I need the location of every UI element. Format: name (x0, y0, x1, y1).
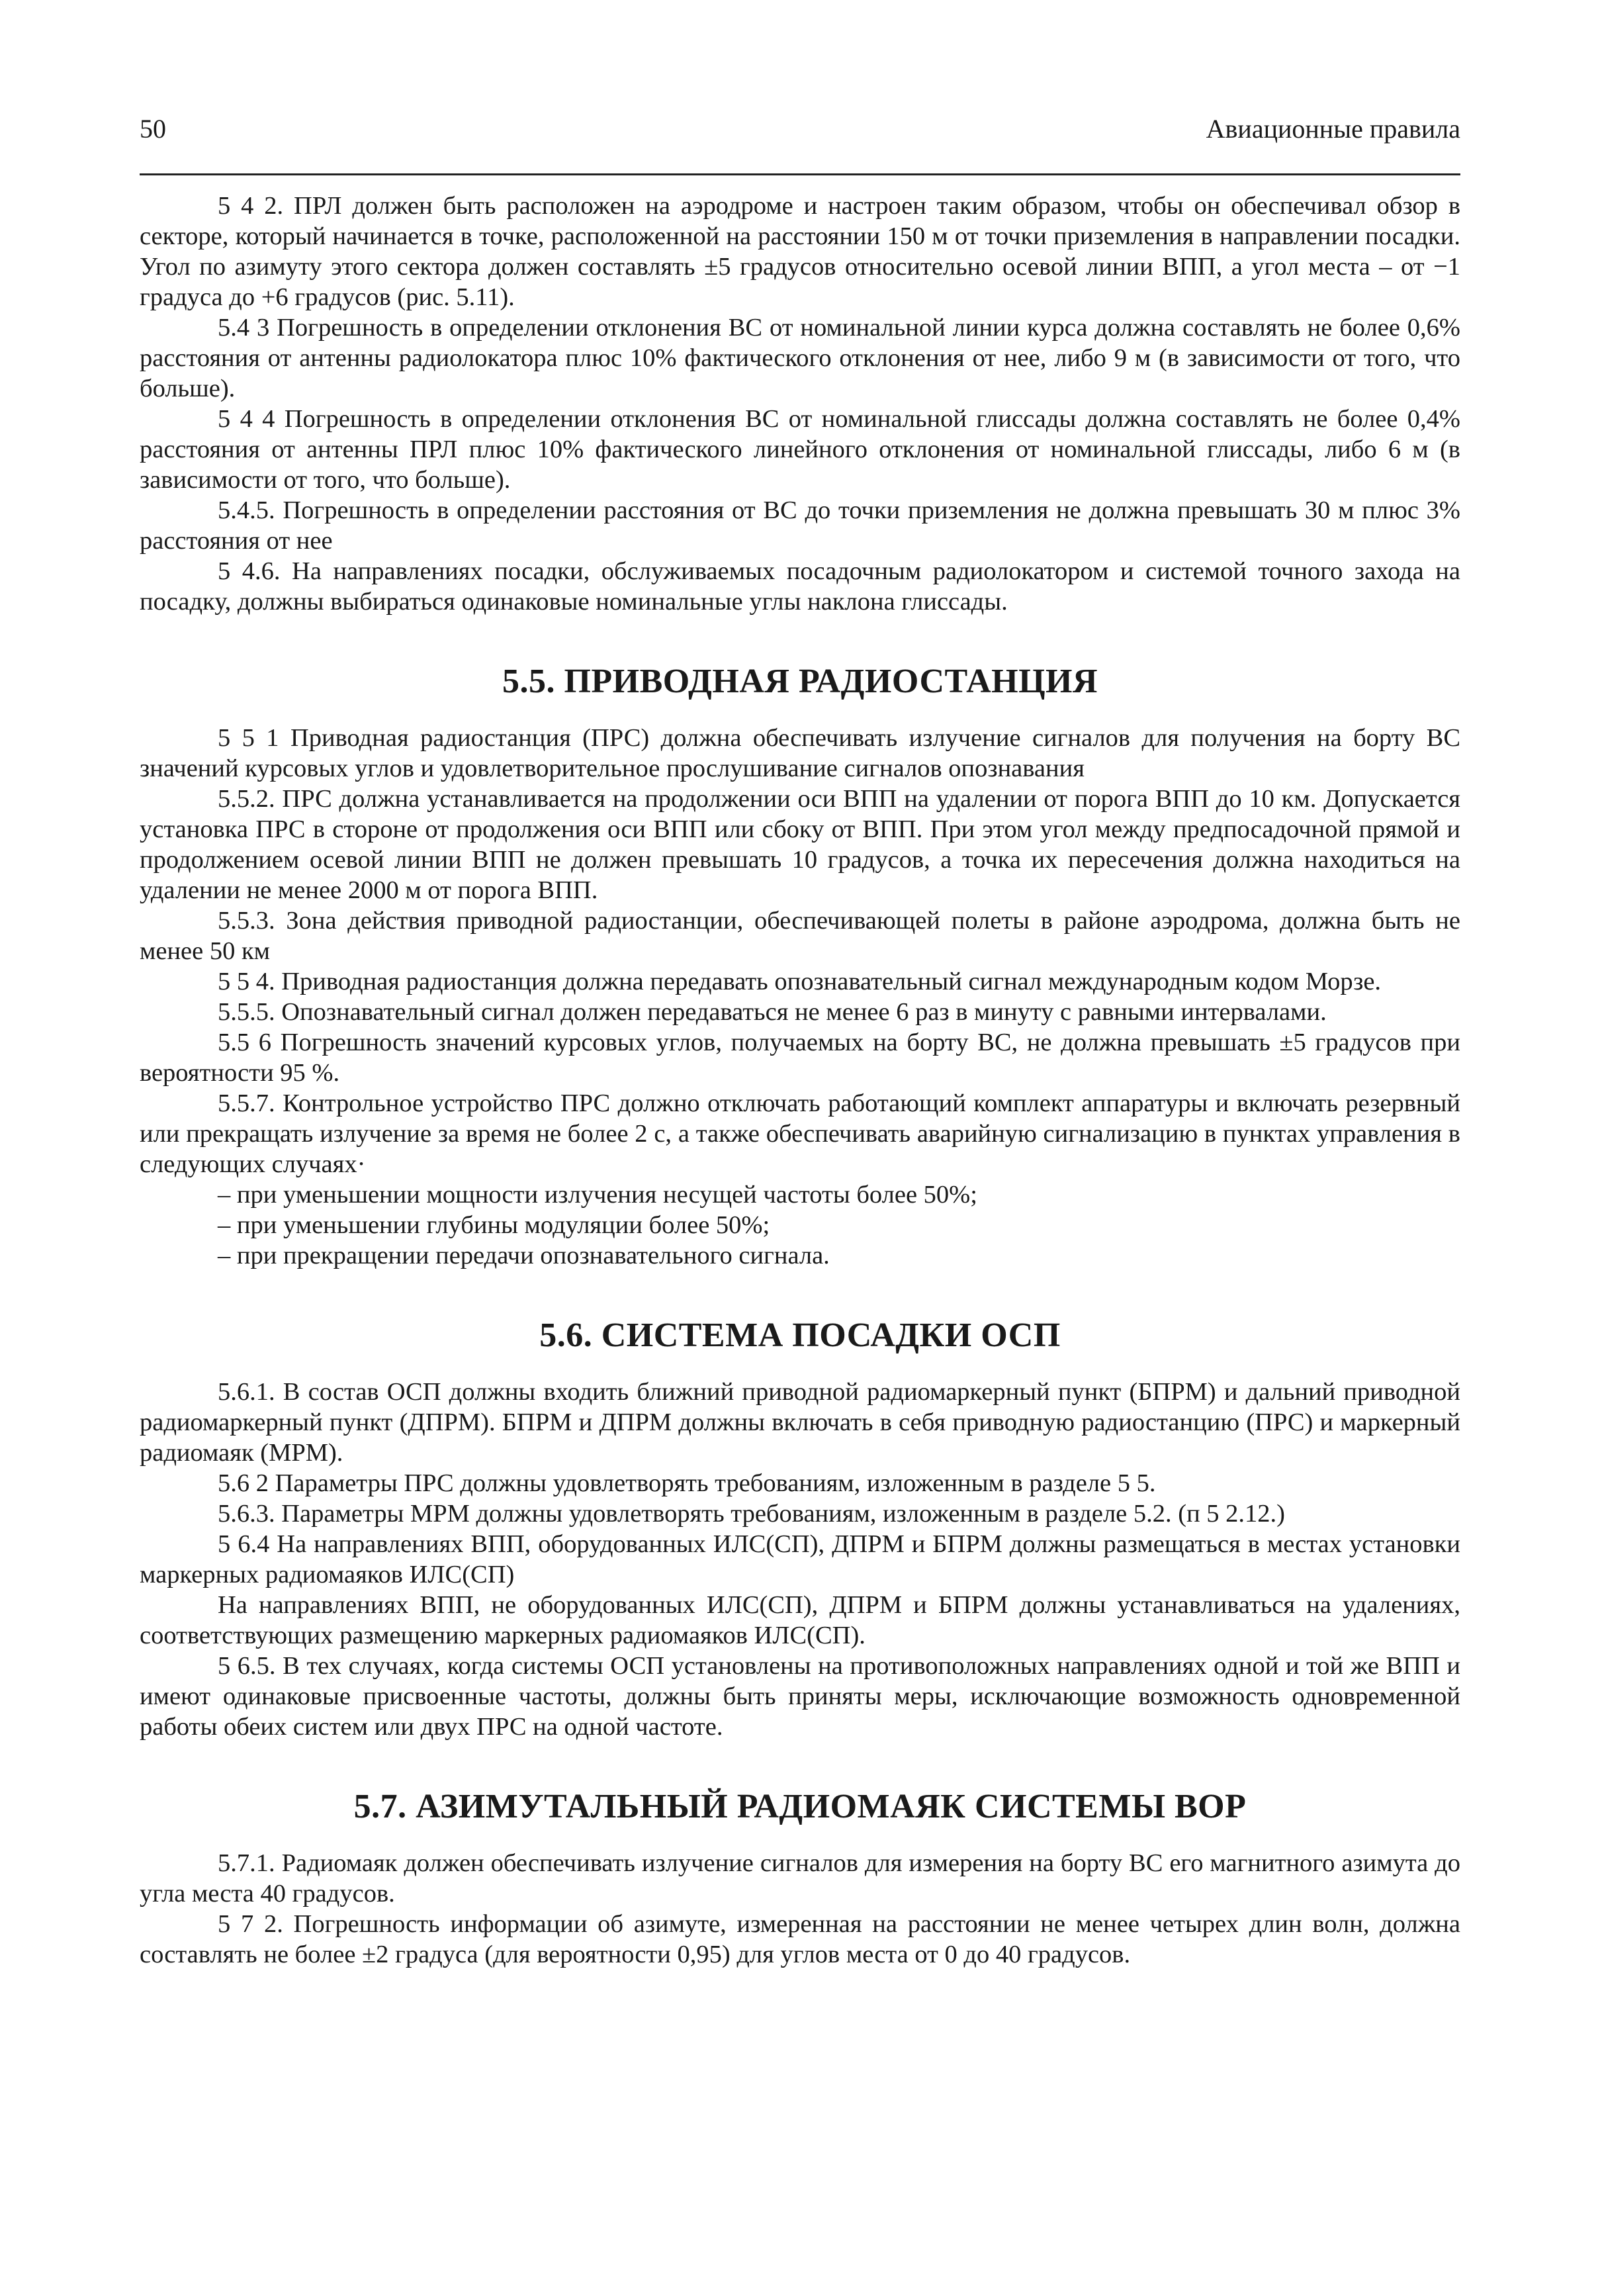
paragraph-5-6-4-cont: На направлениях ВПП, не оборудованных ИЛС(СП), ДПРМ и БПРМ должны устанавливаться на удалениях, соответствующих размещению маркерных радиомаяков ИЛС(СП). (140, 1591, 1460, 1649)
section-5-6 (140, 1314, 1460, 1742)
page-number: 50 (140, 114, 166, 144)
section-heading-5-5: 5.5. ПРИВОДНАЯ РАДИОСТАНЦИЯ (502, 663, 1098, 700)
paragraph-5-6-1: 5.6.1. В состав ОСП должны входить ближний приводной радиомаркерный пункт (БПРМ) и дальний приводной радиомаркерный пункт (ДПРМ). БПРМ и ДПРМ должны включать в себя приводную радиостанцию (ПРС) и маркерный радиомаяк (МРМ). (140, 1378, 1460, 1467)
paragraph-5-7-1: 5.7.1. Радиомаяк должен обеспечивать излучение сигналов для измерения на борту ВС его магнитного азимута до угла места 40 градусов. (140, 1849, 1460, 1907)
paragraph-5-5-6: 5.5 6 Погрешность значений курсовых углов, получаемых на борту ВС, не должна превышать ±5 градусов при вероятности 95 %. (140, 1029, 1460, 1087)
section-heading-5-6: 5.6. СИСТЕМА ПОСАДКИ ОСП (539, 1316, 1061, 1354)
paragraph-5-5-7: 5.5.7. Контрольное устройство ПРС должно отключать работающий комплект аппаратуры и включать резервный или прекращать излучение за время не более 2 с, а также обеспечивать аварийную сигнализацию в пунктах управления в следующих случаях· (140, 1089, 1460, 1178)
paragraph-5-6-4: 5 6.4 На направлениях ВПП, оборудованных ИЛС(СП), ДПРМ и БПРМ должны размещаться в местах установки маркерных радиомаяков ИЛС(СП) (140, 1530, 1460, 1588)
paragraph-5-6-3: 5.6.3. Параметры МРМ должны удовлетворять требованиям, изложенным в разделе 5.2. (п 5 2.12.) (218, 1500, 1285, 1528)
section-heading-5-7: 5.7. АЗИМУТАЛЬНЫЙ РАДИОМАЯК СИСТЕМЫ ВОР (353, 1788, 1247, 1825)
section-5-7 (140, 1786, 1460, 1970)
section-5-5 (140, 661, 1460, 1271)
running-header-title: Авиационные правила (1206, 114, 1460, 144)
paragraph-5-6-2: 5.6 2 Параметры ПРС должны удовлетворять требованиям, изложенным в разделе 5 5. (218, 1469, 1156, 1497)
paragraph-5-5-5: 5.5.5. Опознавательный сигнал должен передаваться не менее 6 раз в минуту с равными интервалами. (218, 998, 1327, 1026)
paragraph-5-4-3: 5.4 3 Погрешность в определении отклонения ВС от номинальной линии курса должна составлять не более 0,6% расстояния от антенны радиолокатора плюс 10% фактического отклонения от нее, либо 9 м (в зависимости от того, что больше). (140, 314, 1460, 402)
paragraph-5-4-6: 5 4.6. На направлениях посадки, обслуживаемых посадочным радиолокатором и системой точного захода на посадку, должны выбираться одинаковые номинальные углы наклона глиссады. (140, 557, 1460, 616)
paragraph-5-5-4: 5 5 4. Приводная радиостанция должна передавать опознавательный сигнал международным кодом Морзе. (218, 968, 1382, 995)
paragraph-5-5-3: 5.5.3. Зона действия приводной радиостанции, обеспечивающей полеты в районе аэродрома, должна быть не менее 50 км (140, 907, 1460, 965)
section-5-4-continued (140, 191, 1460, 617)
paragraph-5-4-2: 5 4 2. ПРЛ должен быть расположен на аэродроме и настроен таким образом, чтобы он обеспечивал обзор в секторе, который начинается в точке, расположенной на расстоянии 150 м от точки приземления в направлении посадки. Угол по азимуту этого сектора должен составлять ±5 градусов относительно осевой линии ВПП, а угол места – от −1 градуса до +6 градусов (рис. 5.11). (140, 192, 1460, 311)
dash-list-item: – при прекращении передачи опознавательного сигнала. (218, 1242, 830, 1269)
paragraph-5-4-5: 5.4.5. Погрешность в определении расстояния от ВС до точки приземления не должна превышать 30 м плюс 3% расстояния от нее (140, 496, 1460, 555)
document-page (140, 106, 1460, 1968)
header-rule (140, 173, 1460, 175)
document-body (140, 191, 1460, 1970)
running-header (140, 106, 1460, 152)
paragraph-5-6-5: 5 6.5. В тех случаях, когда системы ОСП установлены на противоположных направлениях одной и той же ВПП и имеют одинаковые присвоенные частоты, должны быть приняты меры, исключающие возможность одновременной работы обеих систем или двух ПРС на одной частоте. (140, 1652, 1460, 1741)
paragraph-5-4-4: 5 4 4 Погрешность в определении отклонения ВС от номинальной глиссады должна составлять не более 0,4% расстояния от антенны ПРЛ плюс 10% фактического линейного отклонения от номинальной глиссады, либо 6 м (в зависимости от того, что больше). (140, 405, 1460, 494)
paragraph-5-5-2: 5.5.2. ПРС должна устанавливается на продолжении оси ВПП на удалении от порога ВПП до 10 км. Допускается установка ПРС в стороне от продолжения оси ВПП или сбоку от ВПП. При этом угол между предпосадочной прямой и продолжением осевой линии ВПП не должен превышать 10 градусов, а точка их пересечения должна находиться на удалении не менее 2000 м от порога ВПП. (140, 785, 1460, 904)
dash-list-item: – при уменьшении глубины модуляции более 50%; (218, 1211, 770, 1239)
paragraph-5-7-2: 5 7 2. Погрешность информации об азимуте, измеренная на расстоянии не менее четырех длин волн, должна составлять не более ±2 градуса (для вероятности 0,95) для углов места от 0 до 40 градусов. (140, 1910, 1460, 1968)
paragraph-5-5-1: 5 5 1 Приводная радиостанция (ПРС) должна обеспечивать излучение сигналов для получения на борту ВС значений курсовых углов и удовлетворительное прослушивание сигналов опознавания (140, 724, 1460, 782)
dash-list-item: – при уменьшении мощности излучения несущей частоты более 50%; (218, 1181, 977, 1209)
